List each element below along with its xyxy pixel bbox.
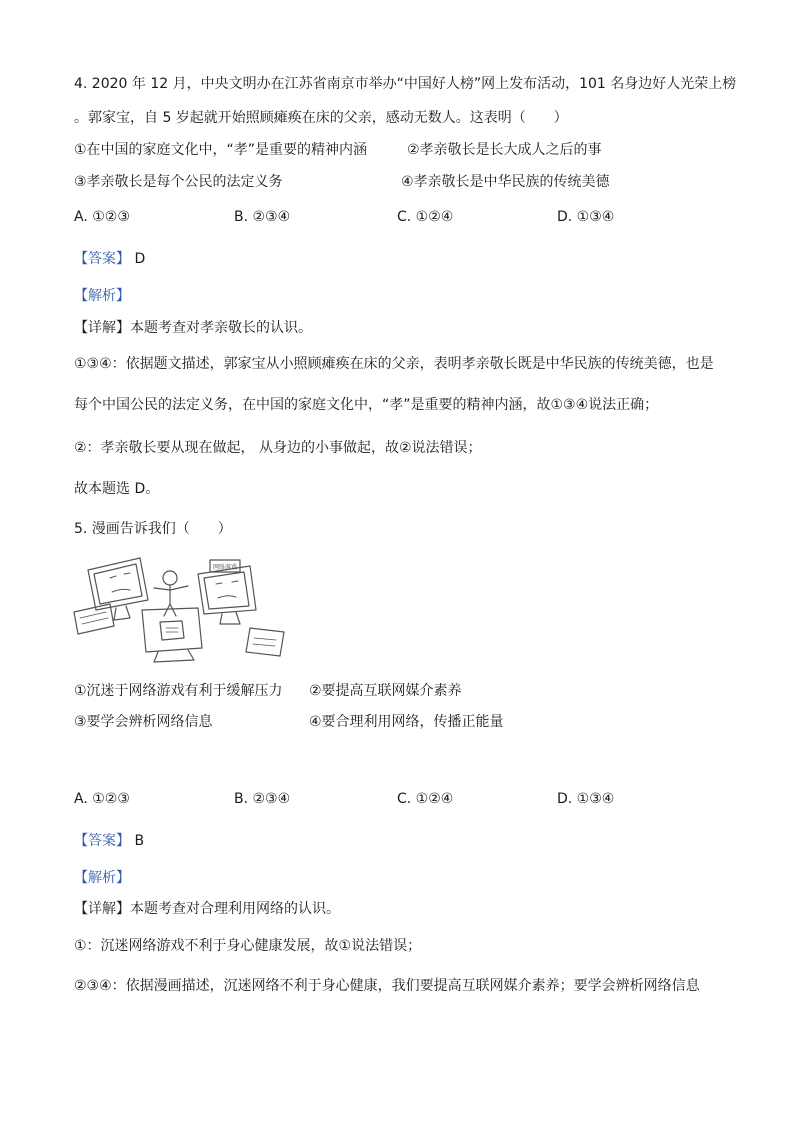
- q4-stem-line2: 。郭家宝，自 5 岁起就开始照顾瘫痪在床的父亲，感动无数人。这表明（ ）: [74, 110, 568, 126]
- q5-explain-line1: ①：沉迷网络游戏不利于身心健康发展，故①说法错误；: [74, 938, 422, 954]
- detail-label-text: 详解: [88, 320, 116, 336]
- q5-detail: [74, 899, 340, 919]
- sign-text: 网络游戏: [212, 564, 238, 571]
- bracket-open: 【: [74, 288, 88, 304]
- bracket-close: 】: [116, 251, 130, 267]
- q4-option-b: B. ②③④: [234, 209, 291, 225]
- bracket-open: 【: [74, 870, 88, 886]
- q4-conclusion: 故本题选 D。: [74, 481, 160, 497]
- bracket-close: 】: [116, 320, 130, 336]
- q4-option-c: C. ①②④: [397, 209, 454, 225]
- bracket-open: 【: [74, 833, 88, 849]
- bracket-close: 】: [116, 288, 130, 304]
- q5-option-c: C. ①②④: [397, 791, 454, 807]
- q5-option-a: A. ①②③: [74, 791, 130, 807]
- q4-statement-4: ④孝亲敬长是中华民族的传统美德: [401, 174, 610, 190]
- q4-explain-line3: ②：孝亲敬长要从现在做起， 从身边的小事做起，故②说法错误；: [74, 440, 482, 456]
- q4-option-a: A. ①②③: [74, 209, 130, 225]
- answer-label-text: 答案: [88, 251, 116, 267]
- q5-option-d: D. ①③④: [557, 791, 615, 807]
- q5-statement-4: ④要合理利用网络，传播正能量: [309, 714, 504, 730]
- q5-explain-line2: ②③④：依据漫画描述，沉迷网络不利于身心健康，我们要提高互联网媒介素养；要学会辨析网络信息: [74, 978, 700, 994]
- q4-analysis-label: [74, 286, 130, 306]
- q4-explain-line2: 每个中国公民的法定义务，在中国的家庭文化中，“孝”是重要的精神内涵，故①③④说法正确；: [74, 397, 659, 413]
- q5-analysis-label: [74, 868, 130, 888]
- bracket-open: 【: [74, 320, 88, 336]
- q4-stem-line1: 4. 2020 年 12 月，中央文明办在江苏省南京市举办“中国好人榜”网上发布活动，101 名身边好人光荣上榜: [74, 76, 737, 92]
- q5-statement-1: ①沉迷于网络游戏有利于缓解压力: [74, 683, 283, 699]
- person-head: [163, 571, 177, 585]
- q4-answer-value: D: [134, 251, 146, 267]
- analysis-label-text: 解析: [88, 288, 116, 304]
- q5-answer-label: [74, 831, 144, 851]
- bracket-open: 【: [74, 251, 88, 267]
- q4-statement-2: ②孝亲敬长是长大成人之后的事: [407, 142, 602, 158]
- q4-explain-line1: ①③④：依据题文描述，郭家宝从小照顾瘫痪在床的父亲，表明孝亲敬长既是中华民族的传统美德，也是: [74, 356, 714, 372]
- q5-statement-2: ②要提高互联网媒介素养: [309, 683, 462, 699]
- answer-label-text: 答案: [88, 833, 116, 849]
- bottom-monitor: [142, 608, 202, 652]
- right-monitor: [198, 566, 256, 614]
- detail-label-text: 详解: [88, 901, 116, 917]
- bracket-close: 】: [116, 901, 130, 917]
- q4-answer-label: [74, 249, 145, 269]
- q5-answer-value: B: [134, 833, 145, 849]
- q5-stem: 5. 漫画告诉我们（ ）: [74, 521, 232, 537]
- bracket-open: 【: [74, 901, 88, 917]
- cartoon-image: [70, 548, 296, 666]
- q4-option-d: D. ①③④: [557, 209, 615, 225]
- q4-detail-text: 本题考查对孝亲敬长的认识。: [130, 320, 312, 336]
- right-paper: [246, 628, 284, 656]
- left-monitor: [88, 558, 148, 610]
- bracket-close: 】: [116, 833, 130, 849]
- q5-option-b: B. ②③④: [234, 791, 291, 807]
- q4-detail: [74, 318, 312, 338]
- left-paper: [74, 604, 114, 634]
- bracket-close: 】: [116, 870, 130, 886]
- q4-statement-1: ①在中国的家庭文化中，“孝”是重要的精神内涵: [74, 142, 368, 158]
- q4-statement-3: ③孝亲敬长是每个公民的法定义务: [74, 174, 283, 190]
- analysis-label-text: 解析: [88, 870, 116, 886]
- q5-detail-text: 本题考查对合理利用网络的认识。: [130, 901, 340, 917]
- q5-statement-3: ③要学会辨析网络信息: [74, 714, 213, 730]
